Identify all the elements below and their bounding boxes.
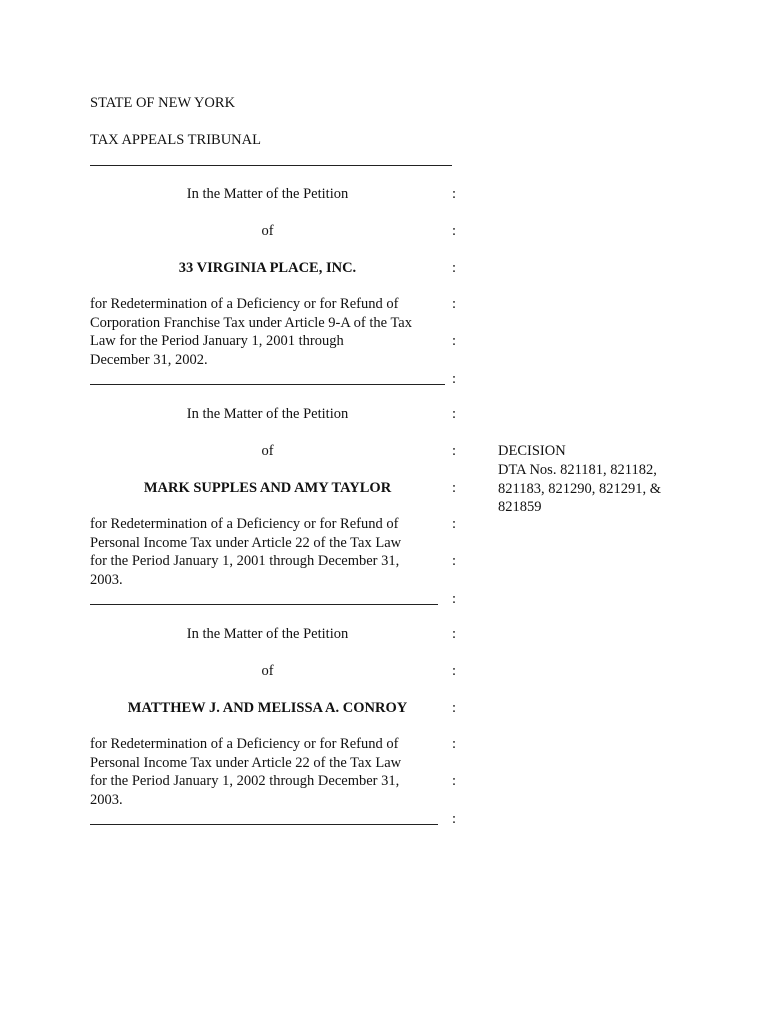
separator-colon: : [452, 223, 457, 239]
matter-2-rule [90, 604, 438, 605]
dta-numbers: DTA Nos. 821181, 821182, 821183, 821290, 821291, & 821859 [498, 462, 661, 515]
separator-colon: : [452, 516, 457, 532]
matter-2-petitioner: MARK SUPPLES AND AMY TAYLOR [143, 480, 392, 496]
separator-colon: : [452, 443, 457, 459]
separator-colon: : [452, 186, 457, 202]
decision-title: DECISION [498, 443, 566, 459]
matter-1-intro: In the Matter of the Petition [186, 186, 349, 202]
state-heading: STATE OF NEW YORK [90, 95, 236, 111]
separator-colon: : [452, 663, 457, 679]
matter-3-description: for Redetermination of a Deficiency or for Refund of Personal Income Tax under Article 22 of the Tax Law for the Period January 1, 2002 through December 31, 2003. [90, 736, 402, 808]
header-rule [90, 165, 452, 166]
matter-3-of: of [261, 663, 274, 679]
separator-colon: : [452, 333, 457, 349]
matter-2-description: for Redetermination of a Deficiency or for Refund of Personal Income Tax under Article 22 of the Tax Law for the Period January 1, 2001 through December 31, 2003. [90, 516, 402, 588]
matter-1-petitioner: 33 VIRGINIA PLACE, INC. [178, 260, 357, 276]
separator-colon: : [452, 591, 457, 607]
matter-1-of: of [261, 223, 274, 239]
separator-colon: : [452, 296, 457, 312]
matter-3-intro: In the Matter of the Petition [186, 626, 349, 642]
matter-1-description: for Redetermination of a Deficiency or for Refund of Corporation Franchise Tax under Article 9-A of the Tax Law for the Period January 1, 2001 through December 31, 2002. [90, 296, 412, 368]
matter-3-rule [90, 824, 438, 825]
matter-1-rule [90, 384, 445, 385]
matter-2-intro: In the Matter of the Petition [186, 406, 349, 422]
separator-colon: : [452, 406, 457, 422]
separator-colon: : [452, 480, 457, 496]
separator-colon: : [452, 260, 457, 276]
separator-colon: : [452, 700, 457, 716]
separator-colon: : [452, 553, 457, 569]
separator-colon: : [452, 773, 457, 789]
tribunal-heading: TAX APPEALS TRIBUNAL [90, 132, 261, 148]
separator-colon: : [452, 811, 457, 827]
separator-colon: : [452, 736, 457, 752]
separator-colon: : [452, 626, 457, 642]
matter-3-petitioner: MATTHEW J. AND MELISSA A. CONROY [127, 700, 408, 716]
matter-2-of: of [261, 443, 274, 459]
separator-colon: : [452, 371, 457, 387]
